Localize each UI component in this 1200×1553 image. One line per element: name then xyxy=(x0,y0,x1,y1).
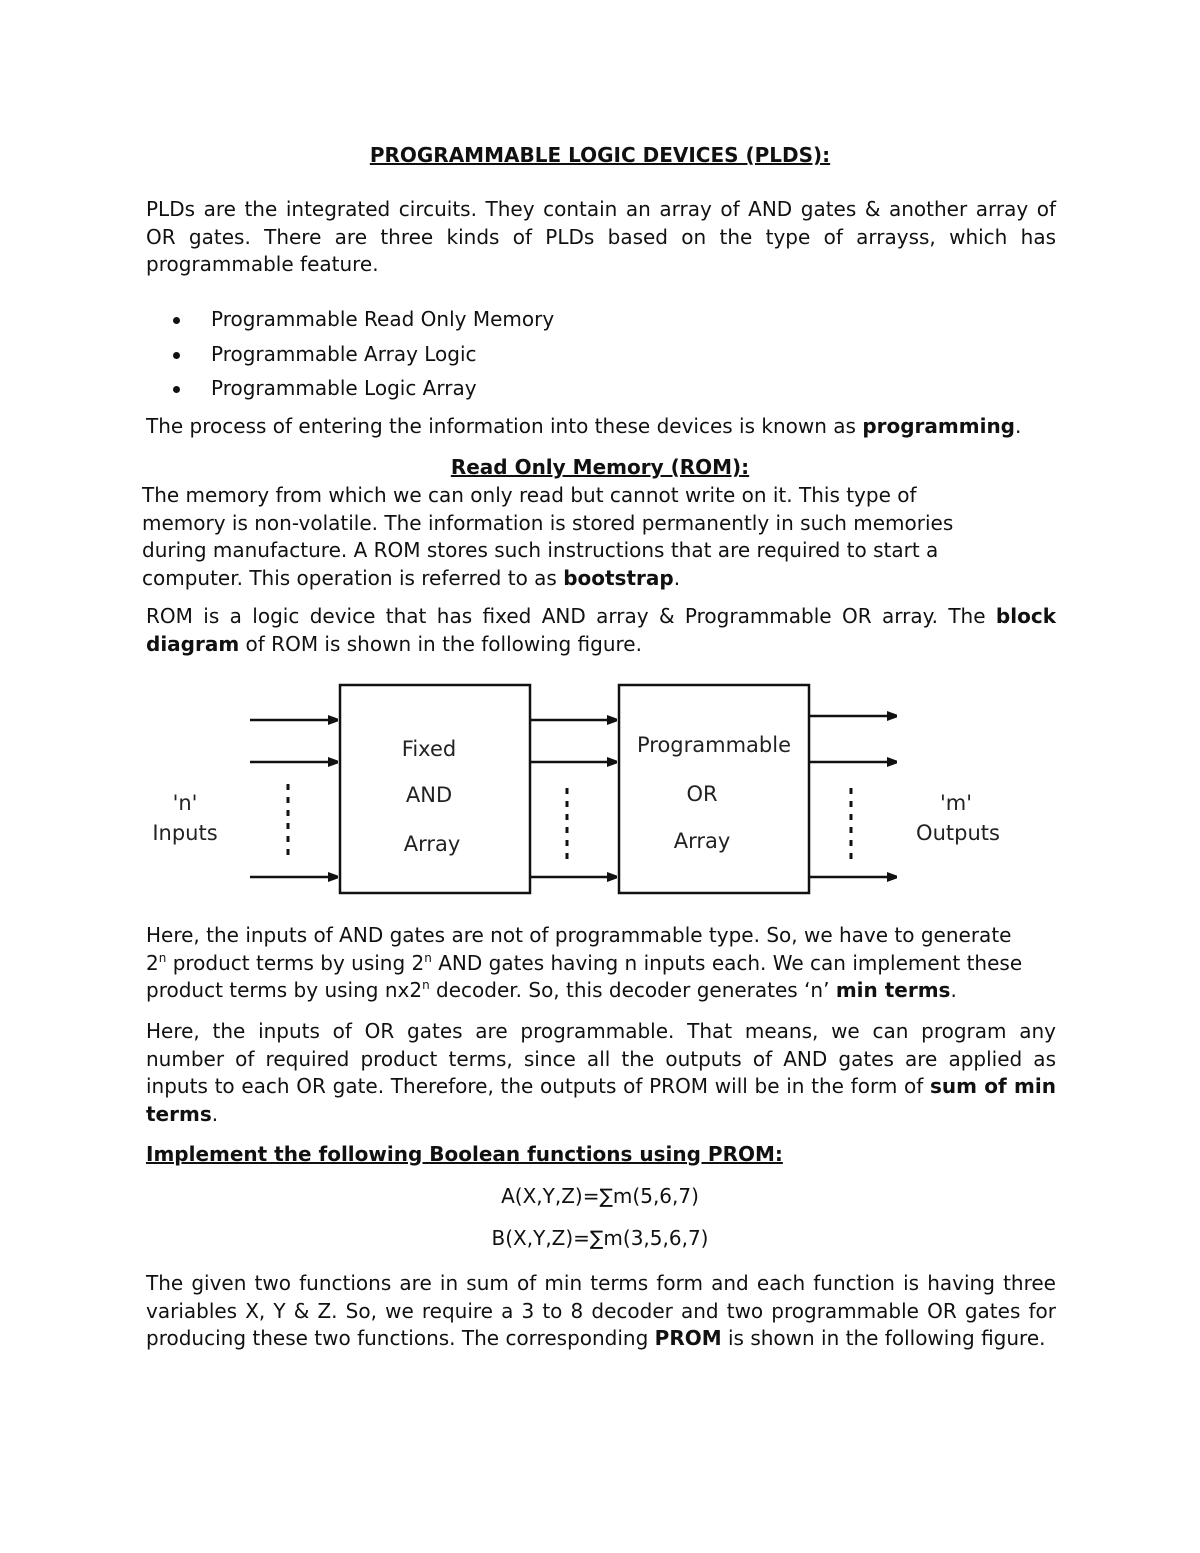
page-title: PROGRAMMABLE LOGIC DEVICES (PLDS): xyxy=(369,143,831,167)
and-array-label: Fixed xyxy=(401,737,457,761)
formula-a: A(X,Y,Z)=∑m(5,6,7) xyxy=(501,1184,699,1208)
outputs-label: 'm' xyxy=(939,791,973,815)
implement-heading: Implement the following Boolean functions using PROM: xyxy=(146,1142,783,1166)
and-gates-paragraph: Here, the inputs of AND gates are not of programmable type. So, we have to generate 2$^n$ product terms by using 2$^n$ AND gates having n inputs each. We can implement these product terms by using nx2$^n$ decoder. So, this decoder generates ‘n’ min terms. xyxy=(146,923,1023,1002)
rom-paragraph: The memory from which we can only read but cannot write on it. This type of memory is non-volatile. The information is stored permanently in such memories during manufacture. A ROM stores such instructions that are required to start a computer. This operation is referred to as bootstrap. xyxy=(142,483,954,590)
min-terms-term: min terms xyxy=(835,978,951,1002)
and-array-label: Array xyxy=(403,832,461,856)
programming-paragraph: The process of entering the information into these devices is known as programming. xyxy=(146,414,1022,438)
block-diagram-term: block diagram xyxy=(146,604,1056,656)
inputs-label: Inputs xyxy=(152,821,218,845)
or-array-label: OR xyxy=(686,782,718,806)
programming-term: programming xyxy=(862,414,1015,438)
formula-b: B(X,Y,Z)=∑m(3,5,6,7) xyxy=(491,1226,709,1250)
inputs-label: 'n' xyxy=(172,791,198,815)
list-item: Programmable Read Only Memory xyxy=(146,304,1046,339)
final-paragraph: The given two functions are in sum of min terms form and each function is having three variables X, Y & Z. So, we require a 3 to 8 decoder and two programmable OR gates for producing these two functions. The corresponding PROM is shown in the following figure. xyxy=(146,1271,1056,1350)
list-item: Programmable Array Logic xyxy=(146,339,1046,374)
list-item: Programmable Logic Array xyxy=(146,373,1046,408)
or-array-label: Array xyxy=(673,829,731,853)
intro-paragraph: PLDs are the integrated circuits. They contain an array of AND gates & another array of OR gates. There are three kinds of PLDs based on the type of arrayss, which has programmable feature. xyxy=(146,197,1056,276)
rom-heading: Read Only Memory (ROM): xyxy=(450,455,750,479)
and-array-label: AND xyxy=(405,783,453,807)
bootstrap-term: bootstrap xyxy=(563,565,674,590)
or-gates-paragraph: Here, the inputs of OR gates are programmable. That means, we can program any number of required product terms, since all the outputs of AND gates are applied as inputs to each OR gate. Therefore, the outputs of PROM will be in the form of sum of min terms. xyxy=(146,1019,1056,1126)
or-array-label: Programmable xyxy=(636,733,792,757)
prom-term: PROM xyxy=(654,1326,722,1350)
outputs-label: Outputs xyxy=(916,821,1000,845)
rom-block-paragraph: ROM is a logic device that has fixed AND array & Programmable OR array. The block diagram of ROM is shown in the following figure. xyxy=(146,604,1056,656)
sum-of-min-terms-term: sum of min terms xyxy=(146,1074,1056,1126)
